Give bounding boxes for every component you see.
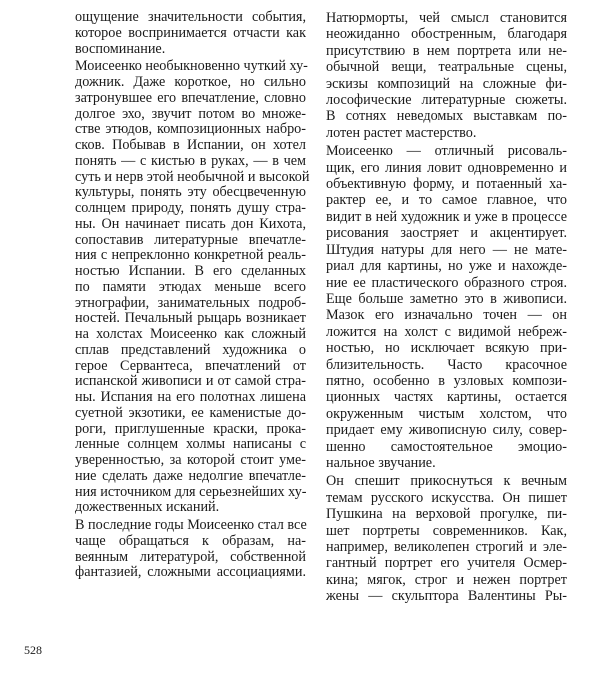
- text-line: по памяти этюдах меньше всего: [75, 278, 306, 295]
- text-line: окруженным чистым холстом, что: [326, 405, 567, 422]
- text-line: ощущение значительности события,: [75, 9, 306, 25]
- text-line: герое Сервантеса, впечатлений от: [75, 357, 306, 374]
- text-line: рисования заостряет и акцентирует.: [326, 225, 567, 242]
- text-line: Натюрморты, чей смысл становится: [326, 10, 567, 26]
- text-line: риал для картины, но уже и нахожде-: [326, 258, 567, 275]
- text-line: на холстах Моисеенко как сложный: [75, 326, 306, 342]
- text-line: гантный портрет его учителя Осмер-: [326, 555, 567, 572]
- text-line: роги, приглушенные краски, прока-: [75, 420, 306, 437]
- paragraph: [326, 143, 567, 471]
- right-text-column: [326, 10, 567, 607]
- text-line: дожественных исканий.: [75, 499, 220, 516]
- text-line: В сотнях неведомых выставкам по-: [326, 108, 567, 125]
- text-line: Еще больше заметно это в живописи.: [326, 290, 567, 307]
- text-line: присутствию в нем портрета или не-: [326, 42, 567, 59]
- text-line: лотен растет мастерство.: [326, 124, 477, 141]
- text-line: понять — с кистью в руках, — в чем: [75, 152, 306, 169]
- text-line: солнцем природу, понять душу стра-: [75, 200, 306, 216]
- text-line: стве этюдов, композиционных набро-: [75, 121, 306, 138]
- text-line: сков. Побывав в Испании, он хотел: [75, 137, 306, 153]
- text-line: испанской живописи и от самой стра-: [75, 373, 306, 390]
- text-line: долгое эхо, звучит потом во множе-: [75, 105, 306, 122]
- text-line: Моисеенко — отличный рисоваль-: [326, 143, 567, 160]
- text-line: шенно самостоятельное эмоцио-: [326, 438, 567, 455]
- text-line: темам русского искусства. Он пишет: [326, 489, 567, 506]
- text-line: ложится на холст с видимой небреж-: [326, 323, 567, 340]
- text-line: пятно, особенно в узловых компози-: [326, 372, 567, 389]
- page-number: 528: [24, 643, 42, 657]
- text-line: ностей. Печальный рыцарь возникает: [75, 310, 306, 327]
- text-line: которое воспринимается отчасти как: [75, 24, 306, 41]
- paragraph: [326, 473, 567, 604]
- text-line: неожиданно обостренным, благодаря: [326, 26, 567, 43]
- text-line: видит в ней художник и уже в процессе: [326, 208, 567, 225]
- text-line: фантазией, сложными ассоциациями.: [75, 564, 306, 581]
- text-line: ние сделать даже недолгие впечатле-: [75, 467, 306, 484]
- text-line: рактер ее, и то самое главное, что: [326, 192, 567, 209]
- paragraph: [75, 58, 310, 516]
- text-line: нальное звучание.: [326, 454, 436, 471]
- text-line: ностью Испании. В его сделанных: [75, 263, 306, 279]
- text-line: уверенностью, за которой стоит уме-: [75, 452, 306, 468]
- left-text-column: [75, 9, 310, 583]
- text-line: ния с непреклонно конкретной реаль-: [75, 247, 306, 264]
- text-line: придает ему живописную силу, совер-: [326, 422, 567, 439]
- text-line: шет портреты современников. Как,: [326, 522, 567, 539]
- text-line: ния источником для серьезнейших ху-: [75, 483, 307, 500]
- text-line: Штудия натуры для него — не мате-: [326, 241, 567, 258]
- text-line: В последние годы Моисеенко стал все: [75, 517, 307, 533]
- text-line: культуры, понять эту обесцвеченную: [75, 184, 306, 201]
- text-line: близительность. Часто красочное: [326, 356, 567, 373]
- text-line: воспоминание.: [75, 40, 166, 57]
- text-line: этнографии, занимательных подроб-: [75, 294, 306, 311]
- text-line: щик, его линия ловит одновременно и: [326, 159, 567, 176]
- text-line: затронувшее его впечатление, словно: [75, 89, 306, 106]
- text-line: дожник. Даже короткое, но сильно: [75, 74, 306, 90]
- text-line: обычной вещи, театральные сцены,: [326, 59, 567, 76]
- text-line: веянным литературой, собственной: [75, 548, 306, 565]
- text-line: суетной экзотики, ее каменистые до-: [75, 404, 306, 421]
- paragraph: [75, 10, 306, 57]
- text-line: чаще обращаться к образам, на-: [75, 532, 306, 549]
- text-line: кина; мягок, строг и нежен портрет: [326, 571, 567, 588]
- text-line: жены — скульптора Валентины Ры-: [326, 588, 567, 605]
- text-line: Он спешит прикоснуться к вечным: [326, 473, 567, 490]
- text-line: сопоставив литературные впечатле-: [75, 231, 306, 248]
- text-line: ны. Он начинает писать дон Кихота,: [75, 215, 306, 232]
- text-line: ционных частях картины, остается: [326, 389, 567, 406]
- text-line: ны. Испания на его полотнах лишена: [75, 389, 306, 405]
- text-line: объективную форму, и потаенный ха-: [326, 176, 567, 193]
- text-line: ние ее пластического образного строя.: [326, 274, 567, 291]
- text-line: Мазок его изначально точен — он: [326, 307, 567, 324]
- text-line: ленные солнцем холмы написаны с: [75, 436, 306, 453]
- text-line: сплав представлений художника о: [75, 341, 306, 358]
- text-line: суть и нерв этой необычной и высокой: [75, 168, 310, 185]
- text-line: эскизы композиций на сложные фи-: [326, 75, 567, 92]
- text-line: лософические литературные сюжеты.: [326, 92, 567, 109]
- text-line: например, великолепен строгий и эле-: [326, 539, 567, 555]
- text-line: ностью, но исключает всякую при-: [326, 340, 567, 357]
- text-line: Моисеенко необыкновенно чуткий ху-: [75, 58, 308, 75]
- text-line: Пушкина на верховой прогулке, пи-: [326, 506, 567, 523]
- paragraph: [326, 10, 567, 141]
- paragraph: [75, 518, 306, 581]
